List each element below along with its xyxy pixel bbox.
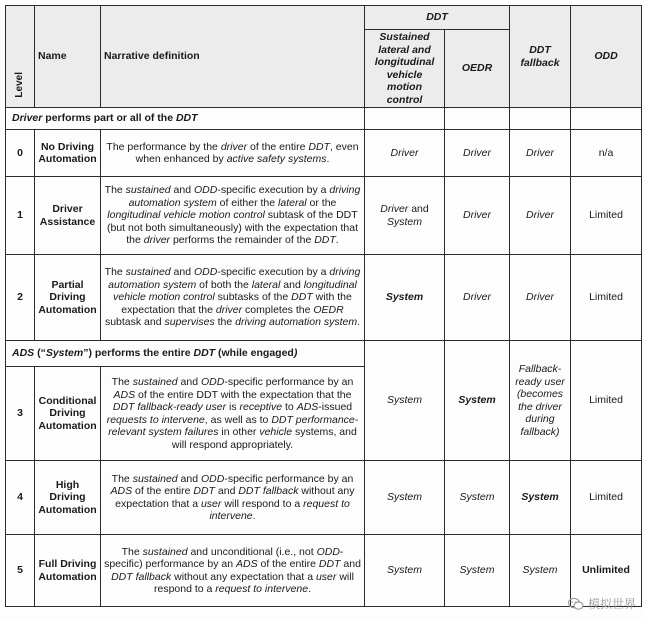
section-blank bbox=[571, 108, 642, 130]
narrative-segment: driver bbox=[215, 303, 243, 316]
narrative-segment: ADS bbox=[113, 388, 136, 401]
narrative-segment: DDT performance-relevant system failures bbox=[108, 413, 359, 438]
level-number: 2 bbox=[6, 255, 35, 341]
narrative-segment: user bbox=[315, 570, 337, 583]
sustained-header: Sustained lateral and longitudinal vehicle motion control bbox=[365, 30, 445, 108]
oedr-cell: System bbox=[445, 461, 510, 535]
narrative-segment: . bbox=[335, 234, 339, 247]
narrative-segment: will respond to a bbox=[153, 570, 354, 595]
narrative-segment: -specific performance by an bbox=[224, 472, 354, 485]
narrative-segment: . bbox=[252, 510, 256, 522]
sustained-cell: Driver bbox=[365, 130, 445, 177]
wechat-icon bbox=[568, 597, 584, 611]
narrative-segment: subtasks of the bbox=[214, 291, 292, 304]
narrative-segment: completes the bbox=[242, 303, 314, 316]
section-ads: ADS (“System”) performs the entire DDT (while engaged) bbox=[6, 341, 365, 367]
odd-cell: Limited bbox=[571, 177, 642, 255]
narrative-segment: OEDR bbox=[313, 303, 344, 316]
section-blank bbox=[365, 108, 445, 130]
narrative-segment: DDT bbox=[193, 485, 215, 497]
narrative-segment: and bbox=[170, 266, 194, 279]
narrative-header: Narrative definition bbox=[101, 6, 365, 108]
narrative-segment: sustained bbox=[132, 376, 178, 388]
section-driver: Driver performs part or all of the DDT bbox=[6, 108, 365, 130]
narrative-segment: DDT fallback bbox=[238, 485, 299, 497]
narrative-cell bbox=[101, 535, 365, 607]
narrative-cell bbox=[101, 367, 365, 461]
sustained-cell: System bbox=[365, 341, 445, 461]
narrative-segment: and bbox=[177, 376, 201, 388]
narrative-segment: with the expectation that the bbox=[121, 291, 352, 316]
narrative-segment: longitudinal vehicle motion control bbox=[107, 209, 265, 222]
narrative-segment: DDT bbox=[314, 234, 336, 247]
narrative-segment: without any expectation that a bbox=[171, 570, 316, 583]
odd-cell: Limited bbox=[571, 461, 642, 535]
narrative-segment: and bbox=[214, 485, 239, 497]
narrative-segment: of the entire bbox=[247, 140, 309, 153]
table-row bbox=[6, 255, 642, 341]
narrative-segment: and bbox=[170, 184, 194, 197]
odd-cell: Unlimited bbox=[571, 535, 642, 607]
table-row bbox=[6, 130, 642, 177]
narrative-segment: sustained bbox=[142, 545, 188, 558]
narrative-segment: The bbox=[104, 266, 126, 279]
narrative-segment: ADS bbox=[235, 558, 258, 570]
narrative-cell bbox=[101, 177, 365, 255]
section-blank bbox=[510, 108, 571, 130]
odd-cell: Limited bbox=[571, 341, 642, 461]
narrative-segment: The bbox=[104, 184, 126, 197]
odd-cell: Limited bbox=[571, 255, 642, 341]
narrative-segment: DDT bbox=[291, 291, 313, 304]
fallback-cell: System bbox=[510, 535, 571, 607]
narrative-segment: and unconditional (i.e., not bbox=[187, 545, 317, 558]
narrative-segment: , even when enhanced by bbox=[135, 140, 359, 165]
narrative-segment: The bbox=[111, 376, 133, 388]
section-blank bbox=[445, 108, 510, 130]
fallback-header: DDT fallback bbox=[510, 6, 571, 108]
level-header: Level bbox=[6, 6, 35, 108]
level-name: Partial Driving Automation bbox=[35, 255, 101, 341]
narrative-segment: driving automation system bbox=[108, 266, 361, 291]
narrative-segment: the bbox=[214, 316, 236, 329]
narrative-cell bbox=[101, 130, 365, 177]
narrative-segment: -specific) performance by an bbox=[104, 545, 344, 570]
narrative-segment: to bbox=[282, 401, 297, 413]
oedr-cell: System bbox=[445, 341, 510, 461]
narrative-cell bbox=[101, 255, 365, 341]
table-row bbox=[6, 177, 642, 255]
narrative-segment: subtask of the DDT (but not both simultaneously) with the expectation that the bbox=[107, 209, 358, 247]
fallback-cell: Driver bbox=[510, 130, 571, 177]
level-number: 4 bbox=[6, 461, 35, 535]
level-name: No Driving Automation bbox=[35, 130, 101, 177]
level-number: 1 bbox=[6, 177, 35, 255]
narrative-segment: ODD bbox=[316, 545, 340, 558]
fallback-cell: System bbox=[510, 461, 571, 535]
narrative-segment: of either the bbox=[216, 196, 279, 209]
name-header: Name bbox=[35, 6, 101, 108]
narrative-segment: receptive bbox=[239, 401, 283, 413]
oedr-cell: Driver bbox=[445, 130, 510, 177]
narrative-segment: requests to intervene bbox=[106, 413, 205, 426]
level-name: Full Driving Automation bbox=[35, 535, 101, 607]
narrative-segment: user bbox=[200, 497, 222, 510]
narrative-segment: in other bbox=[218, 426, 260, 438]
narrative-segment: driver bbox=[220, 140, 248, 153]
narrative-segment: lateral bbox=[251, 278, 281, 291]
narrative-segment: longitudinal vehicle motion control bbox=[113, 278, 357, 304]
narrative-segment: . bbox=[308, 583, 312, 595]
sustained-cell: Driver and System bbox=[365, 177, 445, 255]
level-name: High Driving Automation bbox=[35, 461, 101, 535]
narrative-segment: will respond to a bbox=[221, 497, 304, 510]
oedr-cell: Driver bbox=[445, 177, 510, 255]
level-name: Driver Assistance bbox=[35, 177, 101, 255]
fallback-cell: Driver bbox=[510, 255, 571, 341]
narrative-segment: DDT fallback-ready user bbox=[112, 401, 227, 413]
narrative-segment: of both the bbox=[196, 278, 252, 291]
level-number: 0 bbox=[6, 130, 35, 177]
oedr-cell: System bbox=[445, 535, 510, 607]
narrative-segment: sustained bbox=[125, 184, 171, 197]
narrative-segment: and bbox=[177, 472, 201, 485]
narrative-segment: ODD bbox=[193, 184, 218, 197]
narrative-segment: -specific performance by an bbox=[224, 376, 354, 388]
narrative-segment: of the entire bbox=[132, 485, 194, 497]
narrative-segment: . bbox=[357, 316, 361, 329]
level-name: Conditional Driving Automation bbox=[35, 367, 101, 461]
narrative-segment: request to intervene bbox=[215, 583, 309, 595]
narrative-segment: and bbox=[340, 558, 361, 570]
odd-header: ODD bbox=[571, 6, 642, 108]
sae-levels-table bbox=[5, 5, 642, 607]
narrative-segment: -specific execution by a bbox=[217, 184, 330, 197]
narrative-segment: supervises bbox=[164, 316, 215, 329]
odd-cell: n/a bbox=[571, 130, 642, 177]
narrative-segment: driving automation system bbox=[128, 184, 361, 209]
sustained-cell: System bbox=[365, 255, 445, 341]
oedr-cell: Driver bbox=[445, 255, 510, 341]
watermark-text: 模拟世界 bbox=[587, 597, 636, 611]
narrative-segment: DDT bbox=[308, 140, 330, 153]
narrative-segment: request to intervene bbox=[209, 497, 350, 522]
narrative-segment: driving automation system bbox=[235, 316, 358, 329]
narrative-segment: The performance by the bbox=[106, 140, 221, 153]
narrative-segment: -issued bbox=[318, 401, 353, 413]
narrative-segment: active safety systems bbox=[226, 153, 327, 165]
fallback-cell: Fallback-ready user (becomes the driver during fallback) bbox=[510, 341, 571, 461]
narrative-segment: of the entire bbox=[257, 558, 319, 570]
narrative-segment: driver bbox=[143, 234, 171, 247]
sustained-cell: System bbox=[365, 535, 445, 607]
narrative-segment: The bbox=[121, 545, 143, 558]
narrative-segment: sustained bbox=[125, 266, 171, 279]
narrative-segment: ODD bbox=[201, 472, 225, 485]
narrative-segment: ADS bbox=[296, 401, 319, 413]
narrative-segment: subtask and bbox=[104, 316, 165, 329]
narrative-segment: sustained bbox=[132, 472, 178, 485]
narrative-segment: and bbox=[280, 278, 304, 291]
narrative-segment: systems, and will respond appropriately. bbox=[171, 426, 357, 451]
narrative-segment: . bbox=[326, 153, 330, 165]
narrative-segment: ODD bbox=[201, 376, 225, 388]
oedr-header: OEDR bbox=[445, 30, 510, 108]
narrative-segment: ADS bbox=[110, 485, 133, 497]
watermark bbox=[568, 595, 636, 612]
sustained-cell: System bbox=[365, 461, 445, 535]
narrative-segment: without any expectation that a bbox=[115, 485, 355, 510]
narrative-segment: of the entire DDT with the expectation that the bbox=[135, 388, 352, 401]
narrative-segment: lateral bbox=[278, 196, 307, 209]
narrative-segment: DDT fallback bbox=[111, 570, 172, 583]
narrative-segment: -specific execution by a bbox=[217, 266, 330, 279]
narrative-segment: , as well as to bbox=[204, 413, 272, 426]
narrative-segment: vehicle bbox=[259, 426, 293, 438]
narrative-segment: ODD bbox=[193, 266, 218, 279]
ddt-header: DDT bbox=[365, 6, 510, 30]
narrative-segment: is bbox=[226, 401, 240, 413]
narrative-segment: performs the remainder of the bbox=[170, 234, 315, 247]
table-row bbox=[6, 535, 642, 607]
level-number: 5 bbox=[6, 535, 35, 607]
fallback-cell: Driver bbox=[510, 177, 571, 255]
narrative-segment: The bbox=[111, 472, 133, 485]
table-row bbox=[6, 461, 642, 535]
narrative-segment: or the bbox=[306, 196, 337, 209]
narrative-cell bbox=[101, 461, 365, 535]
narrative-segment: DDT bbox=[318, 558, 341, 570]
level-number: 3 bbox=[6, 367, 35, 461]
